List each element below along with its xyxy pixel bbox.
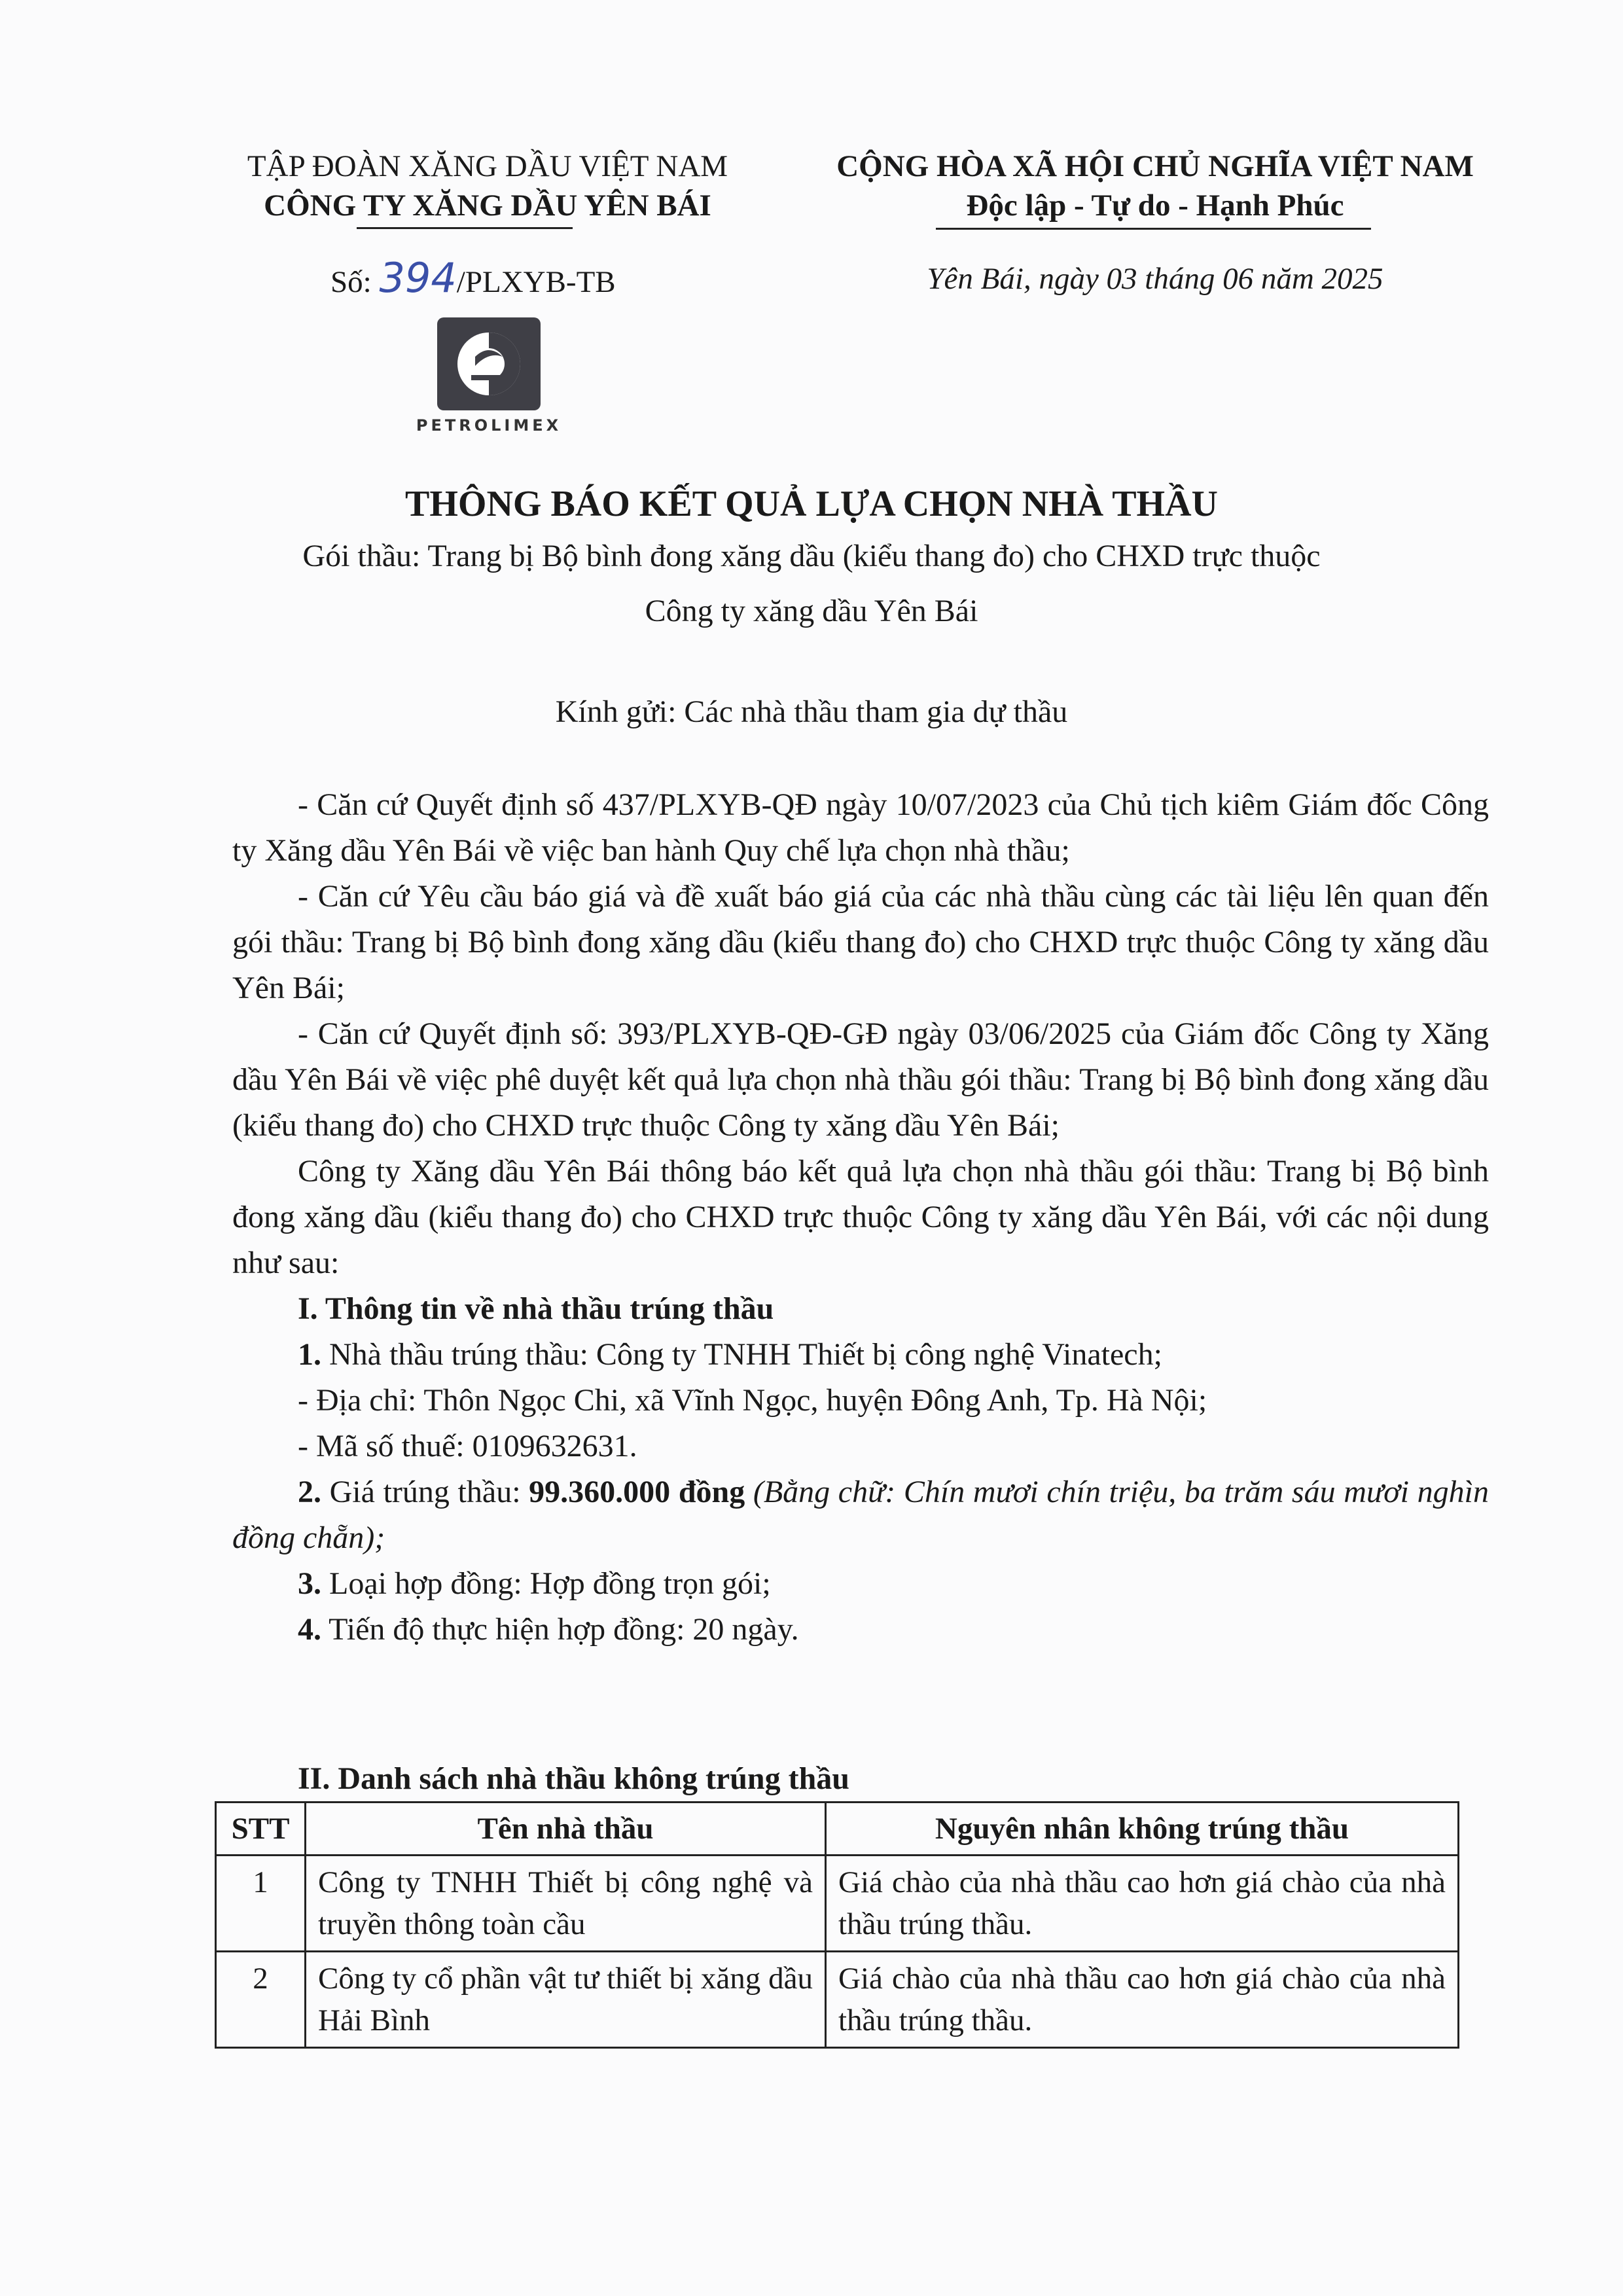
table-row [216, 1856, 1459, 1952]
org-parent: TẬP ĐOÀN XĂNG DẦU VIỆT NAM [247, 149, 728, 183]
winner-item-num: 1. [298, 1337, 321, 1372]
package-line-1: Gói thầu: Trang bị Bộ bình đong xăng dầu (kiểu thang đo) cho CHXD trực thuộc [302, 539, 1321, 573]
contract-type-num: 3. [298, 1566, 321, 1601]
contract-type-text: Loại hợp đồng: Hợp đồng trọn gói; [321, 1566, 771, 1601]
winner-tax-code: - Mã số thuế: 0109632631. [298, 1429, 637, 1463]
basis-2: - Căn cứ Yêu cầu báo giá và đề xuất báo giá của các nhà thầu cùng các tài liệu lên quan đến gói thầu: Trang bị Bộ bình đong xăng dầu (kiểu thang đo) cho CHXD trực thuộc Công ty xăng dầu Yên Bái; [232, 879, 1489, 1005]
winning-price-label: Giá trúng thầu: [321, 1475, 529, 1509]
section-1-heading: I. Thông tin về nhà thầu trúng thầu [298, 1291, 774, 1326]
contract-type [232, 1561, 1489, 1607]
motto-underline [936, 228, 1371, 230]
col-header-name: Tên nhà thầu [306, 1803, 826, 1856]
table-header-row [216, 1803, 1459, 1856]
row-stt: 1 [216, 1856, 306, 1952]
org-name-text: CÔNG TY XĂNG DẦU YÊN BÁI [264, 188, 711, 223]
winner-item-text: Nhà thầu trúng thầu: Công ty TNHH Thiết bị công nghệ Vinatech; [321, 1337, 1162, 1372]
winning-price-num: 2. [298, 1475, 321, 1509]
logo-text: PETROLIMEX [416, 416, 562, 435]
petrolimex-logo-mark [437, 317, 541, 410]
org-name [196, 187, 779, 224]
row-reason: Giá chào của nhà thầu cao hơn giá chào của nhà thầu trúng thầu. [826, 1952, 1459, 2048]
winning-price-value: 99.360.000 đồng [529, 1475, 745, 1509]
recipient: Kính gửi: Các nhà thầu tham gia dự thầu [555, 694, 1068, 729]
winning-price [232, 1469, 1489, 1561]
notice-title: THÔNG BÁO KẾT QUẢ LỰA CHỌN NHÀ THẦU [404, 484, 1218, 524]
package-line-2: Công ty xăng dầu Yên Bái [645, 594, 978, 628]
row-bidder-name: Công ty TNHH Thiết bị công nghệ và truyền thông toàn cầu [306, 1856, 826, 1952]
body-section [232, 782, 1489, 1653]
motto: Độc lập - Tự do - Hạnh Phúc [966, 188, 1344, 223]
winner-address: - Địa chỉ: Thôn Ngọc Chi, xã Vĩnh Ngọc, huyện Đông Anh, Tp. Hà Nội; [298, 1383, 1207, 1418]
contract-duration-text: Tiến độ thực hiện hợp đồng: 20 ngày. [321, 1612, 799, 1647]
contract-duration-num: 4. [298, 1612, 321, 1647]
petrolimex-logo [437, 317, 541, 410]
col-header-stt: STT [216, 1803, 306, 1856]
org-name-underline [357, 227, 573, 229]
row-reason: Giá chào của nhà thầu cao hơn giá chào của nhà thầu trúng thầu. [826, 1856, 1459, 1952]
contract-duration [232, 1607, 1489, 1653]
doc-number-handwritten: 394 [379, 254, 457, 302]
place-date: Yên Bái, ngày 03 tháng 06 năm 2025 [927, 262, 1383, 296]
basis-3: - Căn cứ Quyết định số: 393/PLXYB-QĐ-GĐ ngày 03/06/2025 của Giám đốc Công ty Xăng dầu Yên Bái về việc phê duyệt kết quả lựa chọn nhà thầu gói thầu: Trang bị Bộ bình đong xăng dầu (kiểu thang đo) cho CHXD trực thuộc Công ty xăng dầu Yên Bái; [232, 1016, 1489, 1143]
row-bidder-name: Công ty cổ phần vật tư thiết bị xăng dầu Hải Bình [306, 1952, 826, 2048]
col-header-reason: Nguyên nhân không trúng thầu [826, 1803, 1459, 1856]
section-2-heading: II. Danh sách nhà thầu không trúng thầu [298, 1761, 849, 1796]
announcement: Công ty Xăng dầu Yên Bái thông báo kết quả lựa chọn nhà thầu gói thầu: Trang bị Bộ bình đong xăng dầu (kiểu thang đo) cho CHXD trực thuộc Công ty xăng dầu Yên Bái, với các nội dung như sau: [232, 1154, 1489, 1280]
losing-bidders-table [215, 1801, 1459, 2049]
winner-item [232, 1332, 1489, 1378]
basis-1: - Căn cứ Quyết định số 437/PLXYB-QĐ ngày 10/07/2023 của Chủ tịch kiêm Giám đốc Công ty Xăng dầu Yên Bái về việc ban hành Quy chế lựa chọn nhà thầu; [232, 787, 1489, 868]
table-row [216, 1952, 1459, 2048]
doc-number [330, 254, 616, 302]
country-name: CỘNG HÒA XÃ HỘI CHỦ NGHĨA VIỆT NAM [836, 149, 1474, 183]
winning-price-words: (Bằng chữ: Chín mươi chín triệu, ba trăm sáu mươi nghìn đồng chẵn); [232, 1475, 1489, 1555]
doc-number-prefix: Số: [330, 265, 372, 299]
doc-number-suffix: /PLXYB-TB [456, 265, 616, 299]
row-stt: 2 [216, 1952, 306, 2048]
